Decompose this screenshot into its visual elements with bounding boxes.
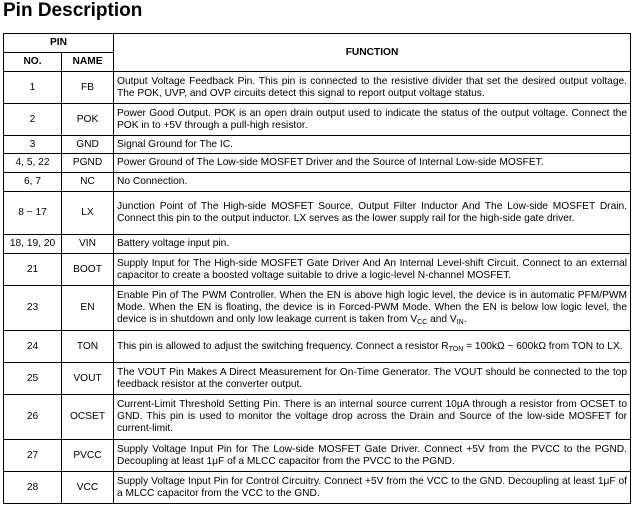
pin-header: PIN	[4, 34, 114, 53]
pin-number: 18, 19, 20	[4, 235, 62, 254]
no-header: NO.	[4, 53, 62, 72]
pin-number: 21	[4, 254, 62, 286]
function-text: and V	[427, 314, 457, 325]
pin-function: Output Voltage Feedback Pin. This pin is connected to the resistive divider that set the desired output voltage. The POK, UVP, and OVP circuits detect this signal to report output voltage status.	[114, 72, 631, 104]
table-row	[4, 395, 631, 440]
table-row	[4, 136, 631, 154]
pin-function: Power Ground of The Low-side MOSFET Driver and the Source of Internal Low-side MOSFET.	[114, 154, 631, 173]
subscript: IN	[456, 319, 464, 326]
pin-name: NC	[62, 173, 114, 192]
pin-function: Supply Voltage Input Pin for The Low-side MOSFET Gate Driver. Connect +5V from the PVCC to the PGND. Decoupling at least 1μF of a MLCC capacitor from the PVCC to the PGND.	[114, 440, 631, 472]
table-row	[4, 472, 631, 504]
table-row	[4, 363, 631, 395]
table-row	[4, 440, 631, 472]
pin-name: VOUT	[62, 363, 114, 395]
pin-function	[114, 286, 631, 331]
pin-function: Signal Ground for The IC.	[114, 136, 631, 154]
pin-number: 3	[4, 136, 62, 154]
pin-name: EN	[62, 286, 114, 331]
pin-name: OCSET	[62, 395, 114, 440]
table-row	[4, 192, 631, 235]
pin-name: VCC	[62, 472, 114, 504]
pin-name: LX	[62, 192, 114, 235]
pin-number: 4, 5, 22	[4, 154, 62, 173]
function-text: This pin is allowed to adjust the switching frequency. Connect a resistor R	[117, 340, 449, 352]
pin-number: 24	[4, 331, 62, 363]
pin-name: VIN	[62, 235, 114, 254]
pin-number: 23	[4, 286, 62, 331]
pin-number: 26	[4, 395, 62, 440]
function-text: = 100kΩ ~ 600kΩ from TON to LX.	[463, 340, 623, 352]
pin-function: No Connection.	[114, 173, 631, 192]
pin-function: Supply Input for The High-side MOSFET Gate Driver And An Internal Level-shift Circuit. Connect to an external capacitor to create a boosted voltage suitable to drive a logic-level N-channel MOSFET.	[114, 254, 631, 286]
subscript: CC	[417, 319, 428, 326]
function-header: FUNCTION	[114, 34, 631, 72]
pin-function: Current-Limit Threshold Setting Pin. There is an internal source current 10μA through a resistor from OCSET to GND. This pin is used to monitor the voltage drop across the Drain and Source of the low-side MOSFET for current-limit.	[114, 395, 631, 440]
pin-number: 25	[4, 363, 62, 395]
pin-name: FB	[62, 72, 114, 104]
table-row	[4, 235, 631, 254]
pin-name: TON	[62, 331, 114, 363]
pin-number: 27	[4, 440, 62, 472]
page-title: Pin Description	[3, 0, 143, 21]
header-row	[4, 34, 631, 53]
table-row	[4, 173, 631, 192]
pin-number: 6, 7	[4, 173, 62, 192]
pin-number: 2	[4, 104, 62, 136]
pin-name: PGND	[62, 154, 114, 173]
pin-name: POK	[62, 104, 114, 136]
table-row	[4, 286, 631, 331]
pin-function	[114, 331, 631, 363]
pin-number: 28	[4, 472, 62, 504]
pin-function: Power Good Output. POK is an open drain output used to indicate the status of the output voltage. Connect the POK in to +5V through a pull-high resistor.	[114, 104, 631, 136]
name-header: NAME	[62, 53, 114, 72]
function-text: Enable Pin of The PWM Controller. When the EN is above high logic level, the device is in automatic PFM/PWM Mode. When the EN is floating, the device is in Forced-PWM Mode. When the EN is below low logic level, the device is in shutdown and only low leakage current is taken from V	[117, 290, 627, 325]
function-text: .	[463, 314, 467, 325]
pin-name: GND	[62, 136, 114, 154]
table-row	[4, 331, 631, 363]
table-row	[4, 154, 631, 173]
pin-function: The VOUT Pin Makes A Direct Measurement for On-Time Generator. The VOUT should be connected to the top feedback resistor at the converter output.	[114, 363, 631, 395]
table-row	[4, 254, 631, 286]
subscript: TON	[448, 345, 464, 353]
pin-function: Supply Voltage Input Pin for Control Circuitry. Connect +5V from the VCC to the GND. Decoupling at least 1μF of a MLCC capacitor from the VCC to the GND.	[114, 472, 631, 504]
pin-function: Battery voltage input pin.	[114, 235, 631, 254]
pin-function: Junction Point of The High-side MOSFET Source, Output Filter Inductor And The Low-side MOSFET Drain. Connect this pin to the output inductor. LX serves as the lower supply rail for the high-side gate driver.	[114, 192, 631, 235]
pin-number: 1	[4, 72, 62, 104]
pin-description-table	[3, 33, 631, 504]
table-row	[4, 104, 631, 136]
table-row	[4, 72, 631, 104]
pin-name: BOOT	[62, 254, 114, 286]
pin-number: 8 ~ 17	[4, 192, 62, 235]
pin-name: PVCC	[62, 440, 114, 472]
